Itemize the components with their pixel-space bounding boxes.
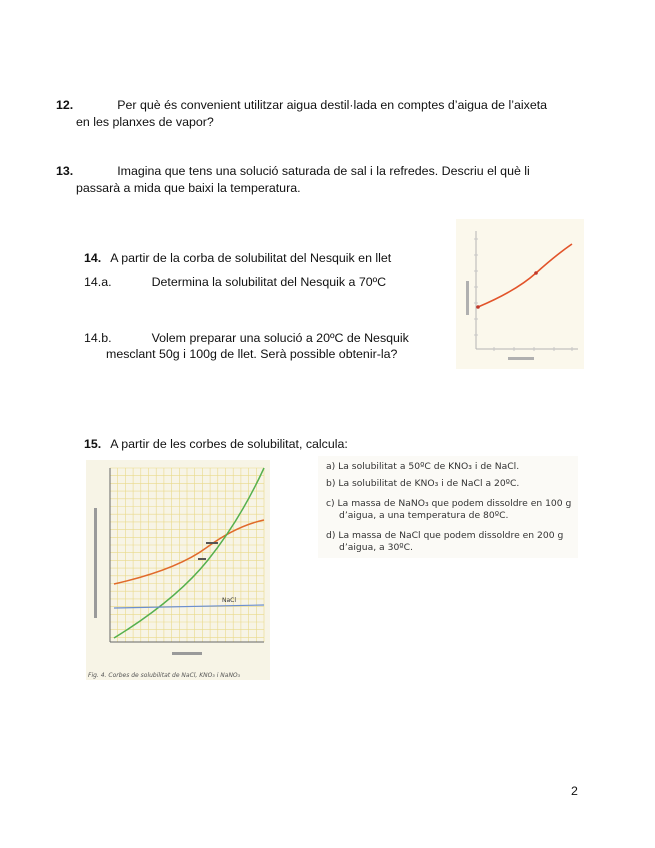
subquestion-text: Volem preparar una solució a 20ºC de Nesquik: [151, 331, 409, 345]
graph-axes: [466, 231, 578, 360]
question-number: 14.: [84, 251, 102, 265]
question-14b: [84, 330, 409, 346]
x-axis-label-blur: [172, 652, 202, 655]
question-text: A partir de la corba de solubilitat del Nesquik en llet: [110, 251, 392, 265]
figure-caption: Fig. 4. Corbes de solubilitat de NaCl, KNO₃ i NaNO₃: [88, 672, 241, 679]
y-axis-label-blur: [466, 281, 469, 315]
question-text: Per què és convenient utilitzar aigua destil·lada en comptes d’aigua de l’aixeta: [117, 98, 548, 112]
question-15-item-d: [326, 530, 563, 554]
question-15-item-a: a) La solubilitat a 50ºC de KNO₃ i de NaCl.: [326, 461, 520, 472]
question-12: [56, 97, 547, 113]
nesquik-curve: [478, 244, 572, 307]
item-line: d) La massa de NaCl que podem dissoldre en 200 g: [326, 530, 564, 541]
graph-grid: [110, 468, 264, 642]
kno3-curve: [114, 468, 264, 638]
solubility-curves-figure: [86, 460, 270, 680]
nacl-label: NaCl: [222, 597, 237, 604]
question-number: 15.: [84, 437, 102, 451]
x-axis-label-blur: [508, 357, 534, 360]
question-12-continuation: en les planxes de vapor?: [76, 115, 214, 129]
curve-point: [534, 271, 538, 275]
subquestion-label: 14.b.: [84, 331, 112, 345]
solubility-curves-graph: [86, 460, 270, 680]
y-axis-label-blur: [94, 508, 97, 618]
page-number: 2: [571, 784, 578, 798]
question-14b-continuation: mesclant 50g i 100g de llet. Serà possible obtenir-la?: [106, 347, 398, 361]
nesquik-solubility-figure: [456, 219, 584, 369]
curve-label-blur: [198, 558, 206, 560]
question-15-item-c: [326, 498, 571, 522]
question-14: [84, 250, 391, 266]
curve-point: [476, 305, 480, 309]
question-text: Imagina que tens una solució saturada de sal i la refredes. Descriu el què li: [117, 164, 530, 178]
item-line: c) La massa de NaNO₃ que podem dissoldre en 100 g: [326, 498, 572, 509]
item-line: d’aigua, a 30ºC.: [339, 542, 413, 553]
item-line: d’aigua, a una temperatura de 80ºC.: [339, 510, 509, 521]
curve-label-blur: [206, 542, 218, 544]
question-15-item-b: b) La solubilitat de KNO₃ i de NaCl a 20ºC.: [326, 478, 520, 489]
question-13: [56, 163, 530, 179]
question-14a: [84, 274, 386, 290]
subquestion-label: 14.a.: [84, 275, 112, 289]
question-13-continuation: passarà a mida que baixi la temperatura.: [76, 181, 301, 195]
question-15: [84, 436, 348, 452]
nesquik-solubility-graph: [456, 219, 584, 369]
question-number: 12.: [56, 98, 74, 112]
question-text: A partir de les corbes de solubilitat, calcula:: [110, 437, 348, 451]
subquestion-text: Determina la solubilitat del Nesquik a 70ºC: [151, 275, 387, 289]
question-number: 13.: [56, 164, 74, 178]
